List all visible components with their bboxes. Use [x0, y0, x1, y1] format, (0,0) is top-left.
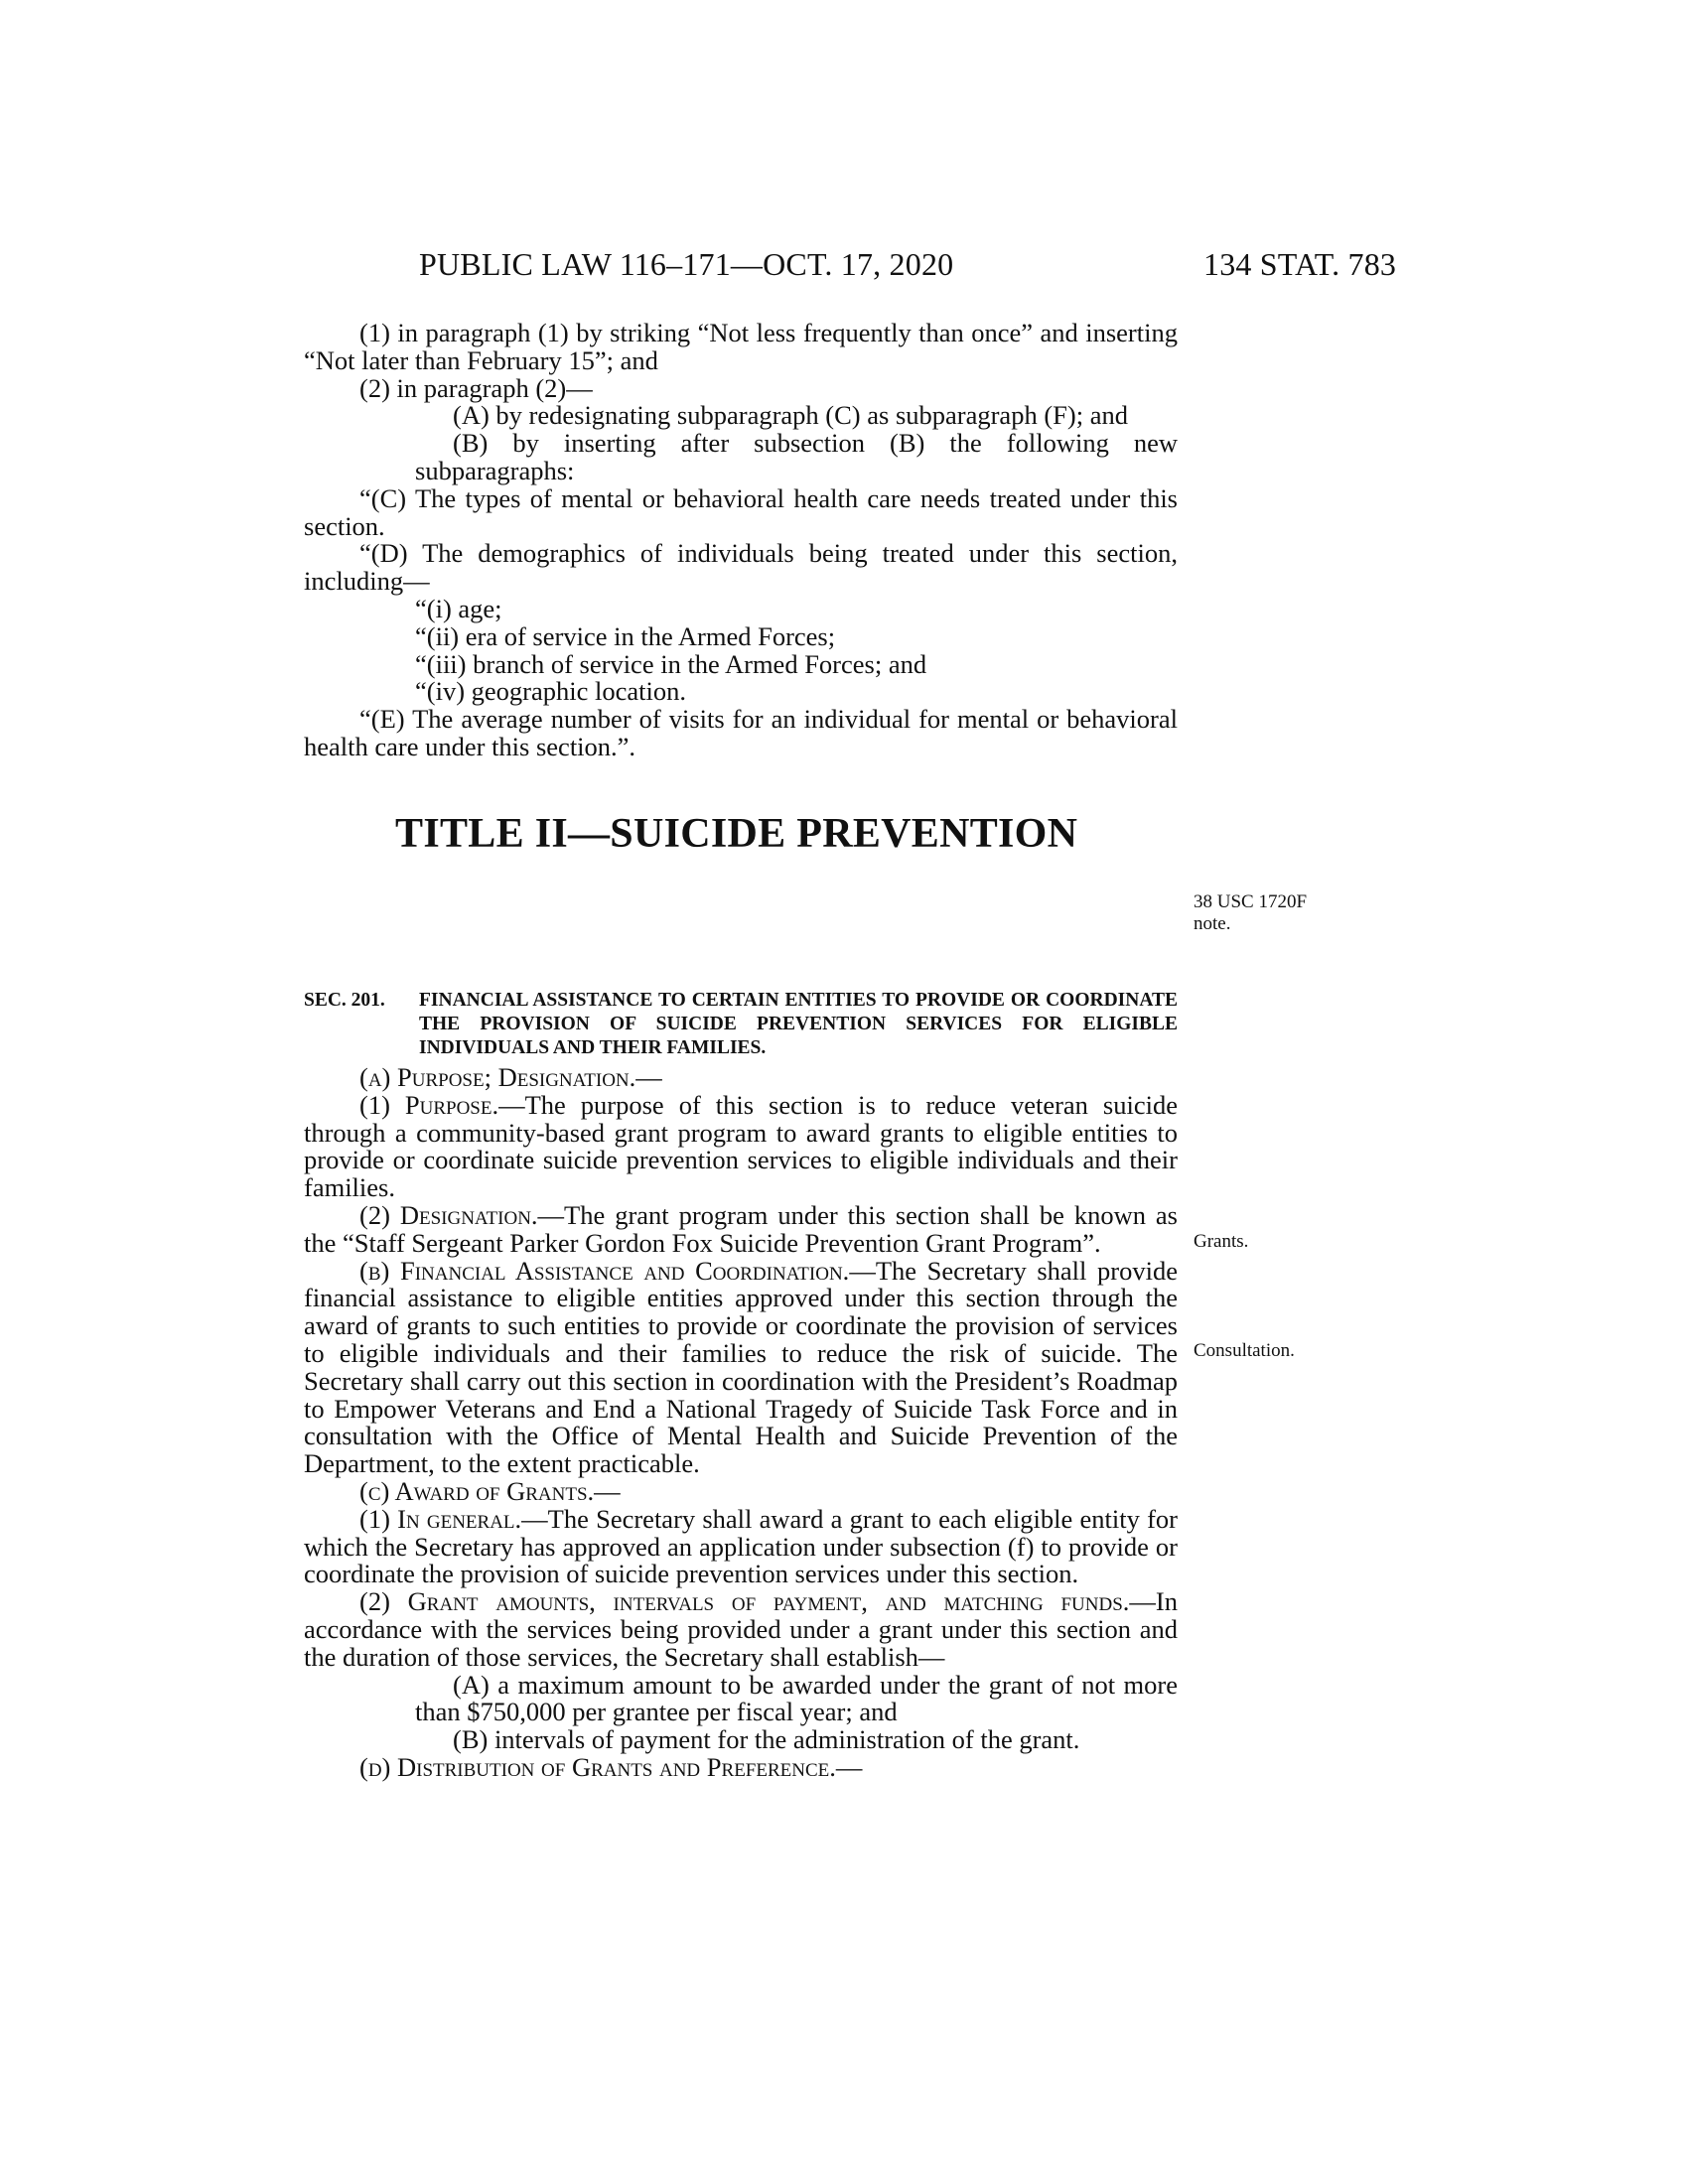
subsection-b: [304, 1255, 1178, 1479]
amendment-paragraph-1: (1) in paragraph (1) by striking “Not less frequently than once” and inserting “Not later than February 15”; and: [304, 318, 1178, 375]
margin-note-consultation: Consultation.: [1194, 1340, 1295, 1361]
amendment-block: [304, 320, 1178, 761]
paragraph-c1-heading: (1) In general.: [359, 1503, 522, 1534]
subsection-a-heading: (a) Purpose; Designation.—: [359, 1062, 662, 1092]
paragraph-c2-text: —In accordance with the services being provided under a grant under this section and the duration of those services, the Secretary shall establish—: [304, 1586, 1178, 1672]
margin-note-grants: Grants.: [1194, 1231, 1249, 1252]
inserted-clause-i: “(i) age;: [415, 593, 502, 623]
inserted-subparagraph-C: “(C) The types of mental or behavioral health care needs treated under this section.: [304, 482, 1178, 541]
paragraph-c1: [304, 1503, 1178, 1589]
running-header-title: PUBLIC LAW 116–171—OCT. 17, 2020: [419, 246, 954, 282]
margin-note-usc-citation: [1194, 891, 1307, 935]
section-number: SEC. 201.: [304, 990, 385, 1011]
section-heading-block: [304, 989, 1178, 1060]
paragraph-a2-text: —The grant program under this section shall be known as the “Staff Sergeant Parker Gordon Fox Suicide Prevention Grant Program”.: [304, 1199, 1178, 1258]
paragraph-a1-heading: (1) Purpose.: [359, 1089, 499, 1120]
subsection-d-heading: (d) Distribution of Grants and Preference.—: [359, 1751, 863, 1782]
inserted-subparagraph-D: “(D) The demographics of individuals being treated under this section, including—: [304, 538, 1178, 597]
paragraph-a1-text: —The purpose of this section is to reduce veteran suicide through a community-based grant program to award grants to eligible entities to provide or coordinate suicide prevention services to eligible individuals and their families.: [304, 1089, 1178, 1203]
subsection-c-heading: (c) Award of Grants.—: [359, 1475, 621, 1506]
running-header-page-number: 134 STAT. 783: [1203, 246, 1397, 282]
paragraph-a2: [304, 1199, 1178, 1258]
amendment-paragraph-2: (2) in paragraph (2)—: [359, 372, 593, 403]
inserted-clause-iv: “(iv) geographic location.: [415, 676, 686, 707]
paragraph-a1: [304, 1089, 1178, 1203]
title-heading: TITLE II—SUICIDE PREVENTION: [395, 811, 1078, 857]
section-heading-text: FINANCIAL ASSISTANCE TO CERTAIN ENTITIES TO PROVIDE OR COORDINATE THE PROVISION OF SUICIDE PREVENTION SERVICES FOR ELIGIBLE INDIVIDUALS AND THEIR FAMILIES.: [419, 990, 1178, 1058]
paragraph-a2-heading: (2) Designation.: [359, 1199, 538, 1230]
section-heading: [304, 989, 1178, 1060]
section-body: [304, 1064, 1178, 1782]
inserted-clause-ii: “(ii) era of service in the Armed Forces;: [415, 620, 836, 651]
subparagraph-c2A: (A) a maximum amount to be awarded under the grant of not more than $750,000 per grantee per fiscal year; and: [415, 1669, 1178, 1727]
paragraph-c2: [304, 1588, 1178, 1671]
margin-note-usc: 38 USC 1720F: [1194, 891, 1308, 912]
subsection-b-text: —The Secretary shall provide financial assistance to eligible entities approved under this section through the award of grants to such entities to provide or coordinate the provision of services to eligible individuals and their families to reduce the risk of suicide. The Secretary shall carry out this section in coordination with the President’s Roadmap to Empower Veterans and End a National Tragedy of Suicide Task Force and in consultation with the Office of Mental Health and Suicide Prevention of the Department, to the extent practicable.: [304, 1255, 1178, 1479]
inserted-clause-iii: “(iii) branch of service in the Armed Forces; and: [415, 648, 927, 679]
inserted-subparagraph-E: “(E) The average number of visits for an individual for mental or behavioral health care under this section.”.: [304, 704, 1178, 761]
subsection-b-heading: (b) Financial Assistance and Coordination.: [359, 1255, 850, 1286]
amendment-subparagraph-A: (A) by redesignating subparagraph (C) as subparagraph (F); and: [453, 400, 1128, 431]
subparagraph-c2B: (B) intervals of payment for the administration of the grant.: [453, 1724, 1080, 1755]
margin-note-usc-note: note.: [1194, 913, 1231, 934]
amendment-subparagraph-B: (B) by inserting after subsection (B) the following new subparagraphs:: [415, 428, 1178, 485]
paragraph-c1-text: —The Secretary shall award a grant to each eligible entity for which the Secretary has approved an application under subsection (f) to provide or coordinate the provision of suicide prevention services under this section.: [304, 1503, 1178, 1589]
paragraph-c2-heading: (2) Grant amounts, intervals of payment, and matching funds.: [359, 1586, 1130, 1617]
